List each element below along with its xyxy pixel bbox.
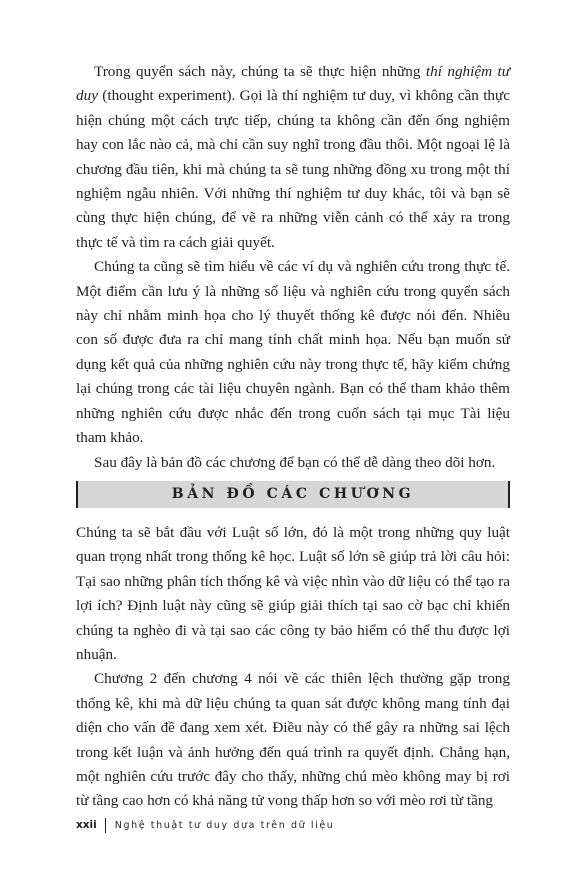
section-heading: BẢN ĐỒ CÁC CHƯƠNG — [76, 481, 510, 508]
page-footer — [76, 816, 334, 834]
intro-text — [76, 60, 510, 475]
intro-paragraph-3: Sau đây là bản đồ các chương để bạn có thể dễ dàng theo dõi hơn. — [94, 453, 496, 471]
running-title: Nghệ thuật tư duy dựa trên dữ liệu — [114, 819, 335, 831]
chapter-map-text — [76, 521, 510, 814]
chapter-paragraph-2: Chương 2 đến chương 4 nói về các thiên lệch thường gặp trong thống kê, khi mà dữ liệu chúng ta quan sát được không mang tính đại diện cho vấn đề đang xem xét. Điều này có thể gây ra những sai lệch trong kết luận và ảnh hưởng đến quá trình ra quyết định. Chẳng hạn, một nghiên cứu trước đây cho thấy, những chú mèo không may bị rơi từ tầng cao hơn có khả năng tử vong thấp hơn so với mèo rơi từ tầng — [76, 670, 510, 810]
page-number: xxii — [76, 819, 97, 831]
thought-experiment-term: thí nghiệm tư duy — [76, 63, 510, 105]
chapter-paragraph-1: Chúng ta sẽ bắt đầu với Luật số lớn, đó là một trong những quy luật quan trọng nhất trong thống kê học. Luật số lớn sẽ giúp trả lời câu hỏi: Tại sao những phân tích thống kê và việc nhìn vào dữ liệu có thể tạo ra lợi ích? Định luật này cũng sẽ giúp giải thích tại sao cờ bạc chỉ khiến chúng ta nghèo đi và tại sao các công ty bảo hiểm có thể thu được lợi nhuận. — [76, 524, 510, 664]
intro-paragraph-1 — [76, 60, 510, 255]
intro-paragraph-2: Chúng ta cũng sẽ tìm hiểu về các ví dụ và nghiên cứu trong thực tế. Một điểm cần lưu ý là những số liệu và nghiên cứu trong quyển sách này chỉ nhằm minh họa cho lý thuyết thống kê được nói đến. Nhiều con số được đưa ra chỉ mang tính chất minh họa. Nếu bạn muốn sử dụng kết quả của những nghiên cứu này trong thực tế, hãy kiểm chứng lại chúng trong các tài liệu chuyên ngành. Bạn có thể tham khảo thêm những nghiên cứu được nhắc đến trong cuốn sách tại mục Tài liệu tham khảo. — [76, 258, 510, 447]
intro-paragraph-1-rest: (thought experiment). Gọi là thí nghiệm tư duy, vì không cần thực hiện chúng một cách trực tiếp, chúng ta không cần đến ống nghiệm hay con lắc nào cả, mà chỉ cần suy nghĩ trong đầu thôi. Một ngoại lệ là chương đầu tiên, khi mà chúng ta sẽ tung những đồng xu trong một thí nghiệm ngẫu nhiên. Với những thí nghiệm tư duy khác, tôi và bạn sẽ cùng thực hiện chúng, để vẽ ra những viễn cảnh có thể xảy ra trong thực tế và tìm ra cách giải quyết. — [76, 87, 510, 251]
intro-paragraph-1-start: Trong quyển sách này, chúng ta sẽ thực hiện những — [94, 63, 426, 80]
